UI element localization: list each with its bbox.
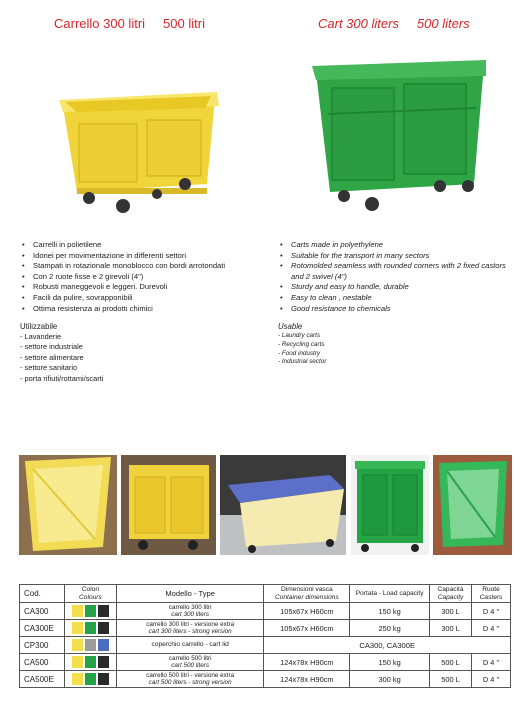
cell-load: 150 kg (350, 603, 430, 620)
table-header-row (20, 585, 511, 603)
cell-casters: D 4 " (472, 620, 511, 637)
photo-green-cart (351, 455, 429, 555)
usage-en-list (278, 332, 478, 367)
feature-en-item: • Suitable for the transport in many sectors (278, 251, 510, 262)
cell-dims: 124x78x H90cm (264, 654, 350, 671)
spec-table (19, 584, 511, 688)
photo-green-open-cart (433, 455, 512, 555)
feature-it-item: • Stampati in rotazionale monoblocco con bordi arrotondati (20, 261, 270, 272)
swatch-green (85, 656, 96, 668)
cell-model (116, 671, 264, 688)
cell-capacity: 300 L (430, 620, 472, 637)
model-it: carrello 500 litri (168, 654, 212, 662)
swatch-green (85, 605, 96, 617)
header-model: Modello - Type (116, 585, 264, 603)
cell-dims: 105x67x H60cm (264, 603, 350, 620)
header-cod: Cod. (20, 585, 65, 603)
cell-capacity: 300 L (430, 603, 472, 620)
swatch-yellow (72, 605, 83, 617)
swatch-grey (85, 639, 96, 651)
cell-load: 300 kg (350, 671, 430, 688)
usage-en-item: - Laundry carts (278, 332, 320, 339)
cell-capacity: 500 L (430, 671, 472, 688)
title-italian (54, 16, 223, 31)
usage-en-heading: Usable (278, 322, 303, 331)
feature-it-item: • Con 2 ruote fisse e 2 girevoli (4") (20, 272, 270, 283)
header-ruote-en: Casters (479, 593, 503, 601)
cell-model (116, 603, 264, 620)
feature-it-item: • Carrelli in polietilene (20, 240, 270, 251)
feature-it-item: • Facili da pulire, sovrapponibili (20, 293, 270, 304)
photo-cart-with-lid (220, 455, 346, 555)
cell-code: CA500 (20, 654, 65, 671)
cell-load: 150 kg (350, 654, 430, 671)
header-cap-en: Capacity (437, 593, 464, 601)
title-english (318, 16, 488, 31)
feature-it-item: • Idonei per movimentazione in differenti settori (20, 251, 270, 262)
model-it: carrello 300 litri (168, 603, 212, 611)
feature-en-item: • Rotomolded seamless with rounded corners with 2 fixed castors and 2 swivel (4") (278, 261, 510, 282)
model-en: cart 500 liters - strong version (148, 679, 232, 686)
swatch-black (98, 622, 109, 634)
cell-swatches (64, 620, 116, 637)
feature-en-item: • Carts made in polyethylene (278, 240, 510, 251)
usage-en-item: - Food industry (278, 349, 320, 357)
header-dimensions (264, 585, 350, 603)
feature-en-item: • Sturdy and easy to handle, durable (278, 282, 510, 293)
swatch-blue (98, 639, 109, 651)
usage-it-item: - settore sanitario (20, 363, 78, 373)
usage-it-heading: Utilizzabile (20, 322, 58, 331)
usage-it-list (20, 332, 220, 384)
feature-en-item: • Good resistance to chemicals (278, 304, 510, 315)
header-capacity (430, 585, 472, 603)
cell-casters: D 4 " (472, 671, 511, 688)
usage-it-item: - porta rifiuti/rottami/scarti (20, 373, 104, 383)
swatch-yellow (72, 622, 83, 634)
model-en: cart 500 liters (171, 662, 210, 669)
photo-yellow-cart-side (121, 455, 216, 555)
model-it: carrello 300 litri - versione extra (146, 620, 235, 628)
feature-it-item: • Robusti maneggevoli e leggeri. Durevoli (20, 282, 270, 293)
swatch-yellow (72, 673, 83, 685)
header-dim-it: Dimensioni vasca (281, 586, 333, 594)
table-row (20, 620, 511, 637)
header-colori-label: Colori (81, 586, 100, 594)
cell-model (116, 620, 264, 637)
yellow-cart-image (55, 88, 225, 218)
header-colours-label: Colours (79, 593, 102, 601)
cell-swatches (64, 603, 116, 620)
header-casters (472, 585, 511, 603)
usage-it-item: - settore alimentare (20, 352, 84, 362)
usage-it-item: - Lavanderie (20, 332, 62, 341)
title-en-500: 500 liters (416, 16, 470, 31)
table-row (20, 671, 511, 688)
header-dim-en: Container dimensions (274, 593, 339, 601)
feature-en-item: • Easy to clean , nestable (278, 293, 510, 304)
cell-swatches (64, 637, 116, 654)
photo-yellow-open-cart (19, 455, 117, 555)
cell-casters: D 4 " (472, 654, 511, 671)
title-it-500: 500 litri (163, 16, 205, 31)
cell-load: 250 kg (350, 620, 430, 637)
green-cart-image (308, 58, 488, 216)
swatch-black (98, 673, 109, 685)
model-en: cart 300 liters (171, 611, 210, 618)
cell-dims: 105x67x H60cm (264, 620, 350, 637)
cell-capacity: 500 L (430, 654, 472, 671)
header-colours (64, 585, 116, 603)
features-english-list (278, 240, 510, 314)
swatch-black (98, 656, 109, 668)
cell-swatches (64, 654, 116, 671)
usage-it-item: - settore industriale (20, 342, 83, 352)
usage-en-item: - Recycling carts (278, 340, 325, 348)
feature-it-item: • Ottima resistenza ai prodotti chimici (20, 304, 270, 315)
swatch-green (85, 622, 96, 634)
cell-code: CA500E (20, 671, 65, 688)
cell-code: CA300 (20, 603, 65, 620)
usage-english (278, 322, 478, 367)
title-en-300: Cart 300 liters (318, 16, 399, 31)
header-load: Portata - Load capacity (350, 585, 430, 603)
cell-code: CP300 (20, 637, 65, 654)
table-row (20, 603, 511, 620)
cell-model: coperchio carrello - cart lid (116, 637, 264, 654)
usage-italian (20, 322, 220, 384)
cell-casters: D 4 " (472, 603, 511, 620)
header-ruote-it: Ruote (482, 586, 500, 594)
cell-model (116, 654, 264, 671)
table-row (20, 637, 511, 654)
swatch-yellow (72, 656, 83, 668)
cell-code: CA300E (20, 620, 65, 637)
cell-dims: 124x78x H90cm (264, 671, 350, 688)
cell-compatibility: CA300, CA300E (264, 637, 511, 654)
header-cap-it: Capacità (437, 586, 464, 594)
features-italian-list (20, 240, 270, 314)
table-row (20, 654, 511, 671)
swatch-black (98, 605, 109, 617)
model-en: cart 300 liters - strong version (148, 628, 232, 635)
title-it-300: Carrello 300 litri (54, 16, 146, 31)
cell-swatches (64, 671, 116, 688)
usage-en-item: - Industrial sector (278, 358, 327, 366)
swatch-yellow (72, 639, 83, 651)
model-it: carrello 500 litri - versione extra (146, 671, 235, 679)
swatch-green (85, 673, 96, 685)
